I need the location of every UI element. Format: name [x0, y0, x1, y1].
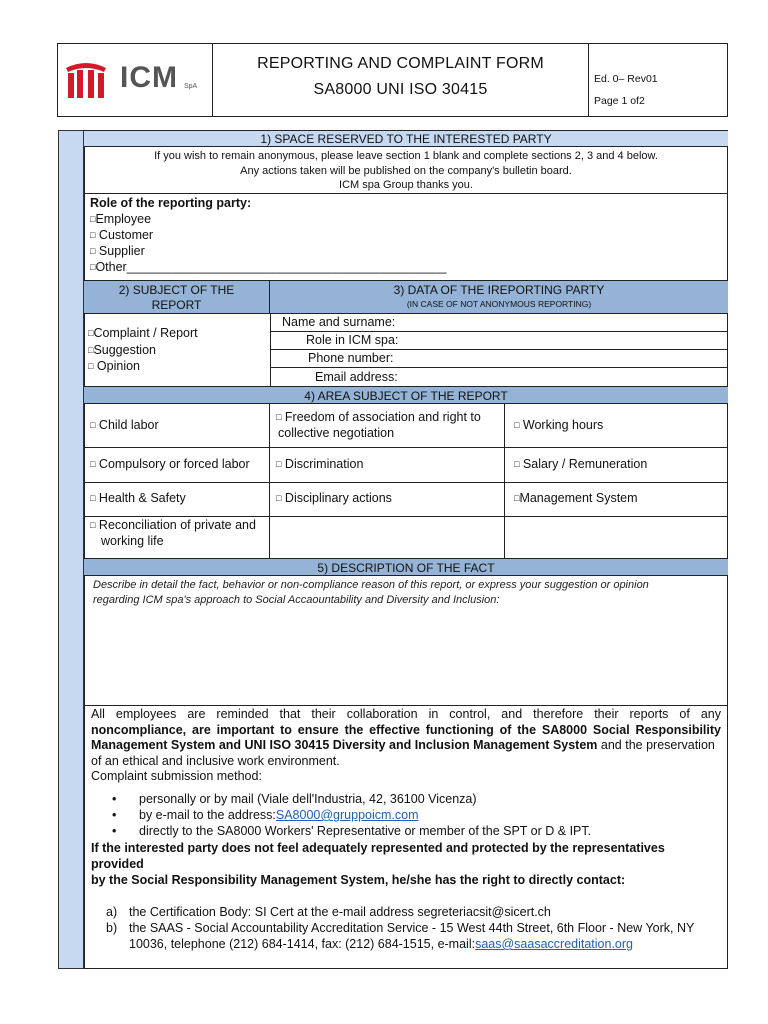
reporter-field-phone[interactable]: [270, 350, 728, 368]
edition-cell: [589, 43, 728, 117]
checkbox-icon: □: [276, 412, 282, 422]
area-option-working-hours[interactable]: □ Working hours: [514, 418, 604, 432]
method-item: • directly to the SA8000 Workers' Representative or member of the SPT or D & IPT.: [112, 824, 592, 838]
section-1-note: [84, 149, 728, 193]
method-label: Complaint submission method:: [91, 769, 262, 783]
checkbox-icon: □: [88, 328, 94, 338]
note-line-3: ICM spa Group thanks you.: [339, 179, 473, 191]
title-line-1: REPORTING AND COMPLAINT FORM: [257, 55, 544, 72]
section-5-title: 5) DESCRIPTION OF THE FACT: [317, 561, 495, 575]
area-option-child-labor[interactable]: □ Child labor: [90, 418, 159, 432]
edition-text: Ed. 0– Rev01: [594, 73, 658, 85]
page-number: Page 1 of2: [594, 95, 645, 107]
contact-paragraph: [91, 840, 721, 888]
subject-options: [88, 325, 268, 375]
divider: [269, 404, 270, 558]
area-option-forced-labor[interactable]: □ Compulsory or forced labor: [90, 457, 250, 471]
checkbox-icon: □: [276, 493, 282, 503]
logo-text: ICM: [120, 61, 178, 94]
area-option-disciplinary[interactable]: □ Disciplinary actions: [276, 491, 392, 505]
area-option-salary[interactable]: □ Salary / Remuneration: [514, 457, 648, 471]
section-2-title: 2) SUBJECT OF THE: [118, 283, 235, 297]
section-1-title: 1) SPACE RESERVED TO THE INTERESTED PARTY: [260, 132, 552, 146]
footer-text: [91, 707, 721, 785]
checkbox-icon: □: [90, 459, 96, 469]
paragraph-line: All employees are reminded that their collaboration in control, and therefore their reports of any: [91, 707, 721, 721]
method-item: • by e-mail to the address:SA8000@gruppoicm.com: [112, 808, 419, 822]
area-option-health-safety[interactable]: □ Health & Safety: [90, 491, 186, 505]
divider: [84, 193, 728, 194]
instructions-line-1: Describe in detail the fact, behavior or non-compliance reason of this report, or express your suggestion or opinion: [93, 579, 649, 591]
instructions-line-2: regarding ICM spa's approach to Social Accaountability and Diversity and Inclusion:: [93, 594, 500, 606]
section-3-title: 3) DATA OF THE IREPORTING PARTY: [393, 283, 605, 297]
divider: [84, 482, 728, 483]
paragraph-line: If the interested party does not feel adequately represented and protected by the representatives provided: [91, 841, 665, 871]
area-option-freedom-of-association[interactable]: □ Freedom of association and right to collective negotiation: [276, 410, 481, 440]
section-1-header: [84, 130, 728, 147]
section-4-header: [84, 386, 728, 404]
role-option-employee[interactable]: □Employee: [90, 212, 152, 226]
subject-option-complaint[interactable]: □Complaint / Report: [88, 326, 198, 340]
checkbox-icon: □: [88, 344, 94, 355]
section-2-title-2: REPORT: [151, 298, 202, 312]
logo-cell: [57, 43, 213, 117]
icm-logo-mark: [64, 58, 108, 102]
role-label: Role of the reporting party:: [90, 196, 252, 210]
divider: [504, 404, 505, 558]
checkbox-icon: □: [276, 459, 282, 469]
area-option-reconciliation[interactable]: □ Reconciliation of private and working life: [90, 518, 256, 548]
note-line-1: If you wish to remain anonymous, please leave section 1 blank and complete sections 2, 3 and 4 below.: [154, 150, 658, 162]
paragraph-line: by the Social Responsibility Management System, he/she has the right to directly contact:: [91, 873, 626, 887]
reporter-field-email[interactable]: [270, 368, 728, 386]
method-item: • personally or by mail (Viale dell'Industria, 42, 36100 Vicenza): [112, 792, 477, 806]
checkbox-icon: □: [90, 214, 96, 224]
option-continuation: working life: [101, 534, 164, 548]
field-label: Email address:: [315, 370, 398, 384]
subject-option-suggestion[interactable]: □Suggestion: [88, 342, 156, 357]
contact-list: [106, 904, 726, 952]
field-label: Phone number:: [308, 351, 394, 365]
section-4-title: 4) AREA SUBJECT OF THE REPORT: [304, 389, 508, 403]
document-title: [213, 43, 589, 117]
contact-item-b: b) the SAAS - Social Accountability Accreditation Service - 15 West 44th Street, 6th Floor - New York, NY: [106, 921, 695, 935]
note-line-2: Any actions taken will be published on the company's bulletin board.: [240, 164, 572, 177]
role-option-other[interactable]: □Other______________________________________________: [90, 260, 447, 274]
checkbox-icon: □: [90, 420, 96, 430]
reporter-field-role[interactable]: [270, 332, 728, 350]
section-3-header: [270, 280, 728, 314]
left-margin-bar: [58, 130, 84, 969]
section-3-subtitle: (IN CASE OF NOT ANONYMOUS REPORTING): [406, 299, 592, 309]
paragraph-line: noncompliance, are important to ensure the effective functioning of the SA8000 Social Responsibility: [91, 722, 721, 737]
saas-email-link[interactable]: saas@saasaccreditation.org: [475, 937, 633, 951]
option-continuation: collective negotiation: [278, 426, 395, 440]
role-block: [90, 195, 690, 279]
subject-option-opinion[interactable]: □ Opinion: [88, 359, 140, 373]
field-label: Role in ICM spa:: [306, 333, 399, 347]
reporter-field-name[interactable]: [270, 314, 728, 332]
logo-subtext: SpA: [184, 83, 198, 90]
description-textarea[interactable]: [85, 610, 727, 705]
paragraph-line: of an ethical and inclusive work environment.: [91, 753, 340, 768]
checkbox-icon: □: [90, 230, 96, 240]
section-5-header: [84, 558, 728, 576]
email-link[interactable]: SA8000@gruppoicm.com: [275, 808, 419, 822]
contact-item-b-cont: 10036, telephone (212) 684-1414, fax: (212) 684-1515, e-mail:saas@saasaccreditation.org: [129, 937, 633, 951]
checkbox-icon: □: [90, 246, 96, 256]
role-option-supplier[interactable]: □ Supplier: [90, 244, 145, 258]
contact-item-a: a) the Certification Body: SI Cert at the e-mail address segreteriacsit@sicert.ch: [106, 905, 551, 919]
checkbox-icon: □: [90, 493, 96, 503]
checkbox-icon: □: [90, 520, 96, 530]
checkbox-icon: □: [514, 420, 520, 430]
divider: [84, 705, 728, 706]
area-option-discrimination[interactable]: □ Discrimination: [276, 457, 364, 471]
method-list: [112, 791, 712, 839]
divider: [84, 447, 728, 448]
area-option-management-system[interactable]: □Management System: [514, 491, 638, 505]
checkbox-icon: □: [514, 493, 520, 503]
description-instructions: [93, 578, 723, 608]
section-2-header: [84, 280, 270, 314]
checkbox-icon: □: [88, 361, 94, 371]
field-label: Name and surname:: [282, 315, 396, 329]
role-option-customer[interactable]: □ Customer: [90, 228, 154, 242]
title-line-2: SA8000 UNI ISO 30415: [313, 81, 488, 98]
checkbox-icon: □: [90, 262, 96, 272]
checkbox-icon: □: [514, 459, 520, 469]
paragraph-line: Management System and UNI ISO 30415 Diversity and Inclusion Management System and the preservation: [91, 738, 715, 752]
